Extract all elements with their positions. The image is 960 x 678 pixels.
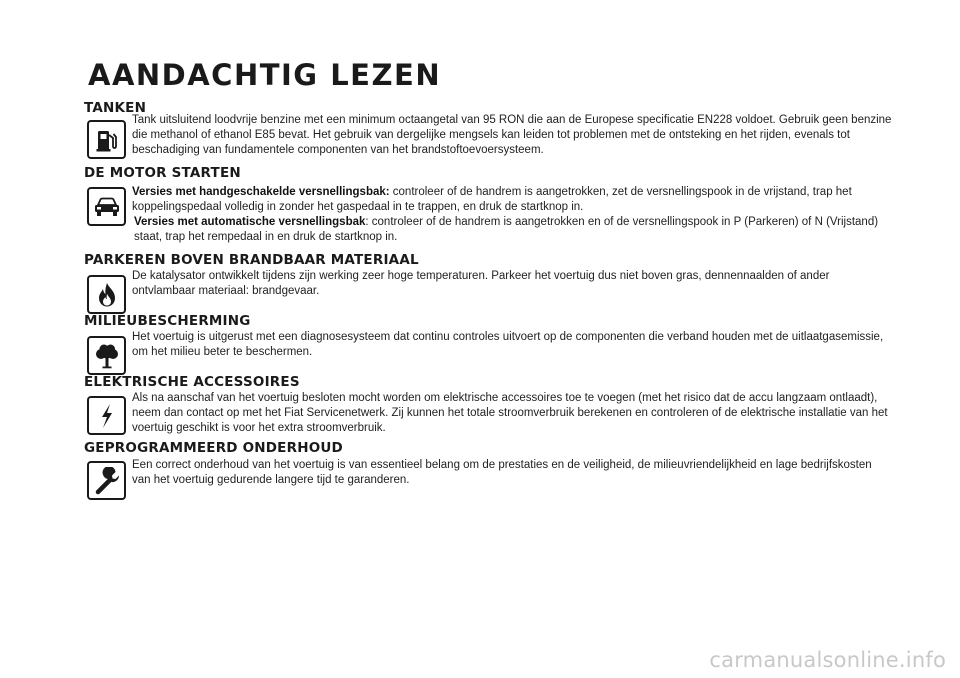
watermark: carmanualsonline.info — [709, 648, 946, 672]
car-icon — [87, 187, 126, 226]
automatic-transmission-instructions: : controleer of de handrem is aangetrokken en of de versnellingspook in P (Parkeren) of N (Vrijstand) staat, trap het rempedaal in en druk de startknop in. — [134, 216, 879, 243]
automatic-transmission-label: Versies met automatische versnellingsbak — [134, 216, 366, 228]
wrench-icon — [87, 461, 126, 500]
section-text: Tank uitsluitend loodvrije benzine met een minimum octaangetal van 95 RON die aan de Europese specificatie EN228 voldoet. Gebruik geen benzine die methanol of ethanol E85 bevat. Het gebruik van dergelijke mengsels kan leiden tot problemen met de ontsteking en het rijden, evenals tot beschadiging van fundamentele componenten van het brandstoftoevoersysteem. — [132, 114, 892, 156]
automatic-transmission-text — [134, 215, 892, 245]
section-title: TANKEN — [84, 100, 147, 116]
section-text: Het voertuig is uitgerust met een diagnosesysteem dat continu controles uitvoert op de componenten die verband houden met de uitlaatgasemissie, om het milieu beter te beschermen. — [132, 331, 884, 358]
section-text: De katalysator ontwikkelt tijdens zijn werking zeer hoge temperaturen. Parkeer het voertuig dus niet boven gras, dennennaalden of ander ontvlambaar materiaal: brandgevaar. — [132, 270, 830, 297]
manual-transmission-instructions: controleer of de handrem is aangetrokken, zet de versnellingspook in de vrijstand, trap het koppelingspedaal volledig in zonder het gaspedaal in te trappen, en druk de startknop in. — [132, 186, 852, 213]
section-title: GEPROGRAMMEERD ONDERHOUD — [84, 440, 343, 456]
section-title: MILIEUBESCHERMING — [84, 313, 251, 329]
page-title: AANDACHTIG LEZEN — [88, 58, 442, 92]
manual-transmission-label: Versies met handgeschakelde versnellingsbak: — [132, 186, 390, 198]
section-title: PARKEREN BOVEN BRANDBAAR MATERIAAL — [84, 252, 419, 268]
tree-icon — [87, 336, 126, 375]
manual-transmission-text — [132, 185, 892, 215]
section-text: Als na aanschaf van het voertuig besloten mocht worden om elektrische accessoires toe te voegen (met het risico dat de accu langzaam ontlaadt), neem dan contact op met het Fiat Servicenetwerk. Zij kunnen het totale stroomverbruik berekenen en controleren of de elektrische installatie van het voertuig geschikt is voor het extra stroomverbruik. — [132, 392, 888, 434]
section-text: Een correct onderhoud van het voertuig is van essentieel belang om de prestaties en de veiligheid, de milieuvriendelijkheid en lage bedrijfskosten van het voertuig gedurende langere tijd te garanderen. — [132, 459, 872, 486]
section-title: DE MOTOR STARTEN — [84, 165, 241, 181]
lightning-icon — [87, 396, 126, 435]
fuel-pump-icon — [87, 120, 126, 159]
flame-icon — [87, 275, 126, 314]
section-title: ELEKTRISCHE ACCESSOIRES — [84, 374, 300, 390]
